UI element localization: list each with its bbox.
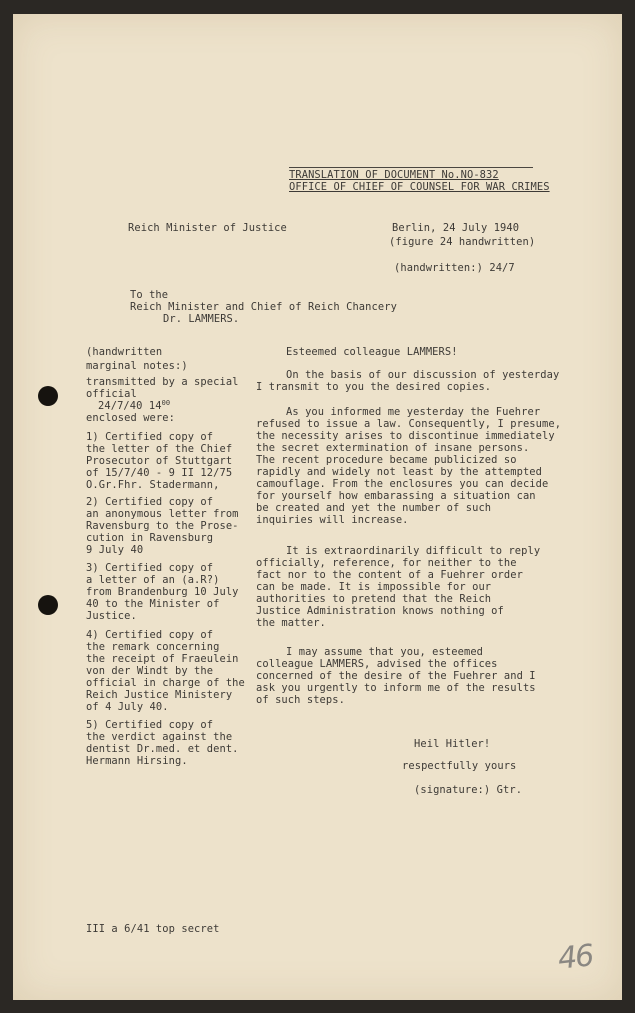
punch-hole-bottom xyxy=(38,595,58,615)
margin-note-line: a letter of an (a.R?) xyxy=(86,574,220,586)
paragraph-2-line: inquiries will increase. xyxy=(256,514,409,526)
margin-note-time xyxy=(98,401,170,413)
paragraph-3-line: It is extraordinarily difficult to reply xyxy=(286,545,541,557)
translation-title: TRANSLATION OF DOCUMENT No.NO-832 xyxy=(289,169,499,181)
paragraph-2-line: the secret extermination of insane persons. xyxy=(256,442,530,454)
margin-note-line: Prosecutor of Stuttgart xyxy=(86,455,233,467)
paragraph-4-line: colleague LAMMERS, advised the offices xyxy=(256,658,498,670)
paragraph-2-line: camouflage. From the enclosures you can decide xyxy=(256,478,549,490)
footer-reference: III a 6/41 top secret xyxy=(86,923,220,935)
margin-note-line: transmitted by a special xyxy=(86,376,239,388)
addressee-line-3: Dr. LAMMERS. xyxy=(163,313,240,325)
paragraph-3-line: the matter. xyxy=(256,617,326,629)
paragraph-2-line: The recent procedure became publicized so xyxy=(256,454,517,466)
paragraph-2-line: be created and yet the number of such xyxy=(256,502,492,514)
closing-respect: respectfully yours xyxy=(402,760,517,772)
margin-note-line: von der Windt by the xyxy=(86,665,214,677)
margin-note-time-sup: 00 xyxy=(161,399,171,407)
paragraph-2-line: As you informed me yesterday the Fuehrer xyxy=(286,406,541,418)
paragraph-4-line: I may assume that you, esteemed xyxy=(286,646,484,658)
paragraph-3-line: Justice Administration knows nothing of xyxy=(256,605,504,617)
margin-note-line: enclosed were: xyxy=(86,412,175,424)
addressee-line-2: Reich Minister and Chief of Reich Chancery xyxy=(130,301,397,313)
margin-note-line: 9 July 40 xyxy=(86,544,144,556)
signature: (signature:) Gtr. xyxy=(414,784,523,796)
salutation: Esteemed colleague LAMMERS! xyxy=(286,346,458,358)
paragraph-3-line: officially, reference, for neither to the xyxy=(256,557,517,569)
margin-note-line: 40 to the Minister of xyxy=(86,598,220,610)
margin-note-line: marginal notes:) xyxy=(86,360,188,372)
margin-note-line: Justice. xyxy=(86,610,137,622)
paragraph-2-line: refused to issue a law. Consequently, I presume, xyxy=(256,418,562,430)
margin-note-line: 3) Certified copy of xyxy=(86,562,214,574)
header-rule xyxy=(289,167,533,168)
margin-note-line: cution in Ravensburg xyxy=(86,532,214,544)
margin-note-line: dentist Dr.med. et dent. xyxy=(86,743,239,755)
paragraph-4-line: ask you urgently to inform me of the results xyxy=(256,682,536,694)
margin-note-time-value: 24/7/40 14 xyxy=(98,400,162,412)
paragraph-3-line: fact nor to the content of a Fuehrer order xyxy=(256,569,523,581)
margin-note-line: the letter of the Chief xyxy=(86,443,233,455)
margin-note-line: the verdict against the xyxy=(86,731,233,743)
paragraph-3-line: can be made. It is impossible for our xyxy=(256,581,492,593)
office-title: OFFICE OF CHIEF OF COUNSEL FOR WAR CRIMES xyxy=(289,181,550,193)
margin-note-line: O.Gr.Fhr. Stadermann, xyxy=(86,479,220,491)
margin-note-line: of 4 July 40. xyxy=(86,701,169,713)
margin-note-line: 4) Certified copy of xyxy=(86,629,214,641)
margin-note-line: (handwritten xyxy=(86,346,163,358)
margin-note-line: 2) Certified copy of xyxy=(86,496,214,508)
paragraph-2-line: for yourself how embarassing a situation can xyxy=(256,490,536,502)
paragraph-1-line: On the basis of our discussion of yesterday xyxy=(286,369,560,381)
margin-note-line: official xyxy=(86,388,137,400)
figure-note: (figure 24 handwritten) xyxy=(389,236,536,248)
sender: Reich Minister of Justice xyxy=(128,222,287,234)
margin-note-line: 5) Certified copy of xyxy=(86,719,214,731)
paragraph-1-line: I transmit to you the desired copies. xyxy=(256,381,492,393)
margin-note-line: from Brandenburg 10 July xyxy=(86,586,239,598)
margin-note-line: official in charge of the xyxy=(86,677,245,689)
paragraph-4-line: concerned of the desire of the Fuehrer and I xyxy=(256,670,536,682)
margin-note-line: the remark concerning xyxy=(86,641,220,653)
paragraph-3-line: authorities to pretend that the Reich xyxy=(256,593,492,605)
margin-note-line: Reich Justice Ministery xyxy=(86,689,233,701)
margin-note-line: Hermann Hirsing. xyxy=(86,755,188,767)
margin-note-line: of 15/7/40 - 9 II 12/75 xyxy=(86,467,233,479)
paragraph-2-line: the necessity arises to discontinue immediately xyxy=(256,430,555,442)
addressee-line-1: To the xyxy=(130,289,169,301)
date: Berlin, 24 July 1940 xyxy=(392,222,520,234)
margin-note-line: 1) Certified copy of xyxy=(86,431,214,443)
page-number: 46 xyxy=(556,938,594,977)
handwritten-date: (handwritten:) 24/7 xyxy=(394,262,515,274)
closing-greeting: Heil Hitler! xyxy=(414,738,491,750)
margin-note-line: an anonymous letter from xyxy=(86,508,239,520)
paragraph-2-line: rapidly and widely not least by the attempted xyxy=(256,466,543,478)
punch-hole-top xyxy=(38,386,58,406)
margin-note-line: Ravensburg to the Prose- xyxy=(86,520,239,532)
margin-note-line: the receipt of Fraeulein xyxy=(86,653,239,665)
paragraph-4-line: of such steps. xyxy=(256,694,345,706)
